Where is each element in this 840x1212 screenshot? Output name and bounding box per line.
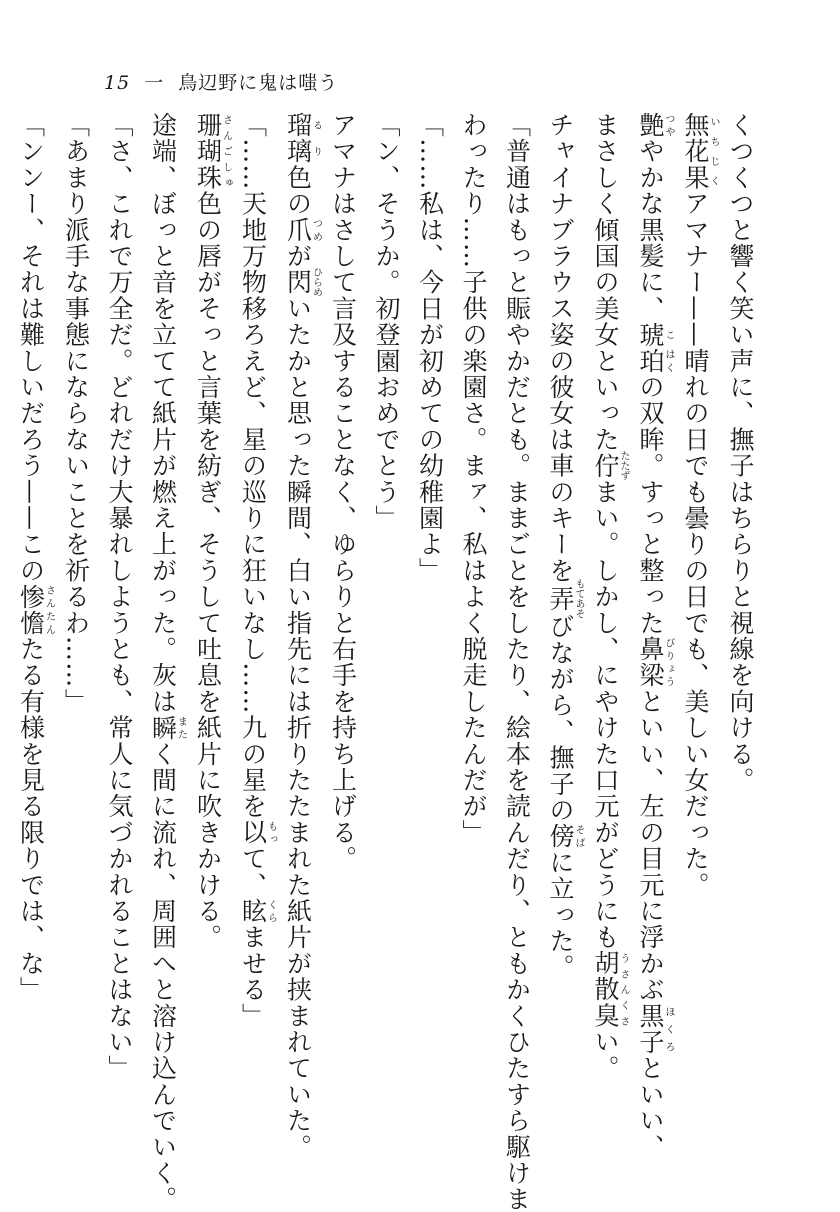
ruby-word: [193, 112, 232, 191]
text-segment: たる有様を見る限りでは、な」: [16, 636, 46, 1003]
text-line: [141, 112, 187, 1212]
ruby-base: 珊瑚珠: [193, 112, 223, 191]
text-segment: い。: [591, 1029, 620, 1082]
header-dash: 一: [144, 72, 165, 94]
text-line: [674, 112, 719, 1112]
ruby-word: [148, 714, 187, 741]
ruby-base: 傍: [546, 823, 575, 850]
ruby-base: 琥: [636, 321, 665, 348]
ruby-word: [591, 450, 629, 481]
text-segment: の双眸。すっと整った: [636, 374, 665, 637]
text-segment: いたかと思った瞬間、白い指先には折りたたまれた紙片が挟まれていた。: [283, 295, 313, 1161]
text-segment: まい。しかし、にやけた口元がどうにも: [591, 478, 620, 951]
text-line: [629, 112, 674, 1161]
text-segment: といい、左の目元に浮かぶ: [636, 688, 665, 1003]
furigana: さんたん: [43, 583, 55, 637]
furigana: もっ: [265, 819, 277, 846]
running-header: [104, 68, 338, 95]
text-segment: 色の: [283, 164, 313, 217]
ruby-word: [636, 347, 674, 375]
text-segment: やかな黒髪に、: [636, 138, 665, 322]
ruby-word: [636, 1002, 674, 1056]
furigana: ほくろ: [663, 1002, 674, 1056]
text-segment: 「……私は、今日が初めての幼稚園よ」: [415, 112, 445, 584]
text-line: [495, 112, 539, 1212]
furigana: つや: [663, 112, 674, 139]
ruby-base: 無花果: [681, 112, 710, 191]
ruby-base: 胡散臭: [591, 950, 620, 1030]
text-segment: く間に流れ、周囲へと溶け込んでいく。: [148, 740, 178, 1212]
text-segment: 「ンンー、それは難しいだろう——この: [16, 112, 46, 584]
text-line: [321, 112, 365, 1112]
ruby-word: [283, 267, 322, 298]
text-line: [719, 112, 763, 1112]
ruby-word: [546, 823, 584, 850]
text-segment: 途端、ぼっと音を立てて紙片が燃え上がった。灰は: [148, 112, 178, 715]
furigana: くら: [265, 898, 277, 925]
ruby-base: 艶: [636, 112, 665, 139]
ruby-word: [238, 819, 277, 846]
ruby-word: [681, 112, 719, 191]
text-segment: わったり……子供の楽園さ。まァ、私はよく脱走したんだが」: [459, 112, 488, 846]
ruby-word: [591, 950, 629, 1030]
text-segment: くつくつと響く笑い声に、撫子はちらりと視線を向ける。: [726, 112, 755, 794]
text-segment: チャイナブラウス姿の彼女は車のキーを: [546, 112, 575, 584]
chapter-title: 鳥辺野に鬼は嗤う: [178, 72, 339, 94]
ruby-base: 惨憺: [16, 583, 46, 637]
ruby-word: [546, 578, 584, 619]
furigana: いちじく: [708, 112, 719, 191]
text-line: [452, 112, 496, 1112]
furigana: ひらめ: [310, 267, 322, 298]
text-line: [584, 112, 629, 1112]
furigana: こ: [663, 321, 674, 348]
text-line: [186, 112, 231, 1112]
ruby-base: 黒子: [636, 1002, 665, 1056]
text-line: [54, 112, 98, 1112]
text-segment: ませる」: [238, 924, 268, 1030]
ruby-base: 眩: [238, 898, 268, 925]
text-line: [231, 112, 276, 1112]
text-segment: 「ン、そうか。初登園おめでとう」: [372, 112, 401, 532]
furigana: びりょう: [663, 636, 674, 689]
text-segment: 「……天地万物移ろえど、星の巡りに狂いなし……九の星を: [238, 112, 268, 820]
furigana: つめ: [310, 216, 322, 244]
text-line: [98, 112, 142, 1112]
furigana: はく: [663, 347, 674, 375]
ruby-word: [636, 636, 674, 689]
text-line: [408, 112, 452, 1112]
page-number: 15: [104, 72, 131, 94]
furigana: うさんくさ: [618, 950, 629, 1030]
ruby-word: [636, 112, 674, 139]
text-segment: まさしく傾国の美女といった: [591, 112, 620, 453]
ruby-base: 瑠璃: [283, 112, 313, 165]
vertical-body-text: [9, 112, 762, 1212]
text-segment: 「さ、これで万全だ。どれだけ大暴れしようとも、常人に気づかれることはない」: [105, 112, 134, 1082]
text-segment: びながら、撫子の: [546, 613, 575, 824]
text-line: [539, 112, 584, 1112]
ruby-base: 弄: [546, 578, 575, 619]
ruby-base: 鼻梁: [636, 636, 665, 689]
furigana: るり: [310, 112, 322, 165]
text-segment: 「あまり派手な事態にならないことを祈るわ……」: [61, 112, 91, 715]
ruby-word: [283, 112, 322, 165]
furigana: たたず: [618, 450, 629, 481]
ruby-word: [283, 216, 322, 244]
furigana: もてあそ: [573, 578, 584, 619]
ruby-word: [636, 321, 674, 348]
furigana: また: [175, 714, 187, 741]
text-segment: が: [283, 243, 313, 270]
text-segment: アマナー——晴れの日でも曇りの日でも、美しい女だった。: [681, 190, 710, 899]
furigana: さんごしゅ: [220, 112, 232, 191]
text-segment: に立った。: [546, 849, 575, 981]
text-segment: アマナはさして言及することなく、ゆらりと右手を持ち上げる。: [328, 112, 358, 872]
text-segment: て、: [238, 845, 268, 899]
text-line: [365, 112, 409, 1112]
furigana: そば: [573, 823, 584, 850]
ruby-base: 爪: [283, 216, 313, 244]
ruby-base: 閃: [283, 267, 313, 298]
text-line: [9, 112, 54, 1112]
text-segment: 色の唇がそっと言葉を紡ぎ、そうして吐息を紙片に吹きかける。: [193, 190, 223, 951]
ruby-word: [16, 583, 55, 637]
text-segment: といい、: [636, 1055, 665, 1161]
ruby-word: [238, 898, 277, 925]
ruby-base: 瞬: [148, 714, 178, 741]
text-line: [276, 112, 322, 1161]
ruby-base: 以: [238, 819, 268, 846]
ruby-base: 珀: [636, 347, 665, 375]
ruby-base: 佇: [591, 450, 620, 481]
text-segment: 「普通はもっと賑やかだとも。ままごとをしたり、絵本を読んだり、ともかくひたすら駆けま: [502, 112, 532, 1212]
